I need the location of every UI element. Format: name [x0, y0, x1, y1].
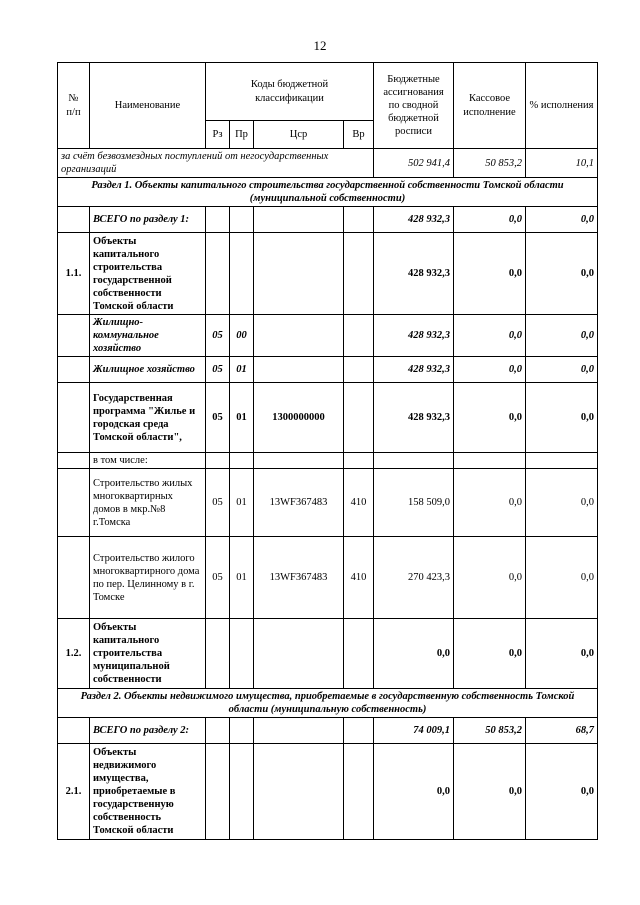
- row-vr: 410: [344, 469, 374, 537]
- row-name: Жилищно-коммунальное хозяйство: [90, 315, 206, 357]
- table-row: [58, 469, 598, 537]
- row-vr: 410: [344, 537, 374, 619]
- table-row: [58, 383, 598, 453]
- row-rz: 05: [206, 315, 230, 357]
- row-cash: 50 853,2: [454, 149, 526, 178]
- row-pr: 01: [230, 469, 254, 537]
- row-cash: 0,0: [454, 315, 526, 357]
- table-row: [58, 537, 598, 619]
- row-budget: 158 509,0: [374, 469, 454, 537]
- row-budget: 428 932,3: [374, 383, 454, 453]
- row-rz: [206, 233, 230, 315]
- row-csr: [254, 315, 344, 357]
- row-percent: 0,0: [526, 357, 598, 383]
- row-percent: 0,0: [526, 744, 598, 840]
- row-cash: 0,0: [454, 619, 526, 689]
- row-rz: 05: [206, 357, 230, 383]
- row-budget: 502 941,4: [374, 149, 454, 178]
- row-cash: 0,0: [454, 469, 526, 537]
- row-num: [58, 469, 90, 537]
- header-rz: Рз: [206, 121, 230, 149]
- row-csr: 1300000000: [254, 383, 344, 453]
- row-num: 1.1.: [58, 233, 90, 315]
- row-pr: [230, 453, 254, 469]
- row-percent: 0,0: [526, 383, 598, 453]
- row-vr: [344, 744, 374, 840]
- row-csr: [254, 453, 344, 469]
- row-rz: [206, 207, 230, 233]
- row-pr: [230, 233, 254, 315]
- row-vr: [344, 718, 374, 744]
- row-vr: [344, 315, 374, 357]
- row-csr: [254, 233, 344, 315]
- row-name: Жилищное хозяйство: [90, 357, 206, 383]
- row-percent: 0,0: [526, 233, 598, 315]
- row-vr: [344, 619, 374, 689]
- row-num: [58, 537, 90, 619]
- table-row: [58, 619, 598, 689]
- row-percent: 0,0: [526, 315, 598, 357]
- header-cash: Кассовое исполнение: [454, 63, 526, 149]
- row-csr: 13WF367483: [254, 537, 344, 619]
- row-budget: 0,0: [374, 744, 454, 840]
- row-pr: 00: [230, 315, 254, 357]
- table-row: [58, 718, 598, 744]
- table-row: [58, 453, 598, 469]
- row-num: 1.2.: [58, 619, 90, 689]
- header-percent: % исполнения: [526, 63, 598, 149]
- row-csr: 13WF367483: [254, 469, 344, 537]
- row-percent: 0,0: [526, 469, 598, 537]
- table-row: [58, 357, 598, 383]
- row-name: за счёт безвозмездных поступлений от негосударственных организаций: [58, 149, 374, 178]
- row-name: Строительство жилых многоквартирных домов в мкр.№8 г.Томска: [90, 469, 206, 537]
- header-codes: Коды бюджетной классификации: [206, 63, 374, 121]
- row-name: ВСЕГО по разделу 1:: [90, 207, 206, 233]
- budget-table: [57, 62, 598, 840]
- row-rz: [206, 718, 230, 744]
- row-name: Строительство жилого многоквартирного дома по пер. Целинному в г. Томске: [90, 537, 206, 619]
- row-cash: [454, 453, 526, 469]
- row-budget: 428 932,3: [374, 233, 454, 315]
- row-vr: [344, 207, 374, 233]
- row-percent: 0,0: [526, 207, 598, 233]
- table-row: [58, 233, 598, 315]
- section-title-row: [58, 689, 598, 718]
- row-csr: [254, 619, 344, 689]
- row-pr: 01: [230, 537, 254, 619]
- row-pr: 01: [230, 357, 254, 383]
- row-num: [58, 357, 90, 383]
- row-cash: 0,0: [454, 357, 526, 383]
- row-pr: [230, 619, 254, 689]
- row-csr: [254, 357, 344, 383]
- row-num: [58, 453, 90, 469]
- row-cash: 0,0: [454, 207, 526, 233]
- row-budget: 428 932,3: [374, 207, 454, 233]
- row-cash: 50 853,2: [454, 718, 526, 744]
- section-title-row: [58, 178, 598, 207]
- row-num: 2.1.: [58, 744, 90, 840]
- row-cash: 0,0: [454, 233, 526, 315]
- row-rz: [206, 744, 230, 840]
- row-csr: [254, 207, 344, 233]
- row-rz: 05: [206, 469, 230, 537]
- row-budget: 270 423,3: [374, 537, 454, 619]
- section-2-title: Раздел 2. Объекты недвижимого имущества, приобретаемые в государственную собственность Томской области (муниципальную собственность): [58, 689, 598, 718]
- header-row: [58, 63, 598, 121]
- row-num: [58, 718, 90, 744]
- row-rz: [206, 453, 230, 469]
- row-vr: [344, 357, 374, 383]
- table-row: [58, 207, 598, 233]
- row-cash: 0,0: [454, 537, 526, 619]
- row-num: [58, 207, 90, 233]
- row-budget: 0,0: [374, 619, 454, 689]
- table-row: [58, 315, 598, 357]
- row-rz: 05: [206, 383, 230, 453]
- row-budget: 74 009,1: [374, 718, 454, 744]
- row-pr: [230, 207, 254, 233]
- row-pr: [230, 744, 254, 840]
- table-row: [58, 149, 598, 178]
- row-cash: 0,0: [454, 383, 526, 453]
- row-percent: [526, 453, 598, 469]
- header-pr: Пр: [230, 121, 254, 149]
- row-name: Объекты капитального строительства муниципальной собственности: [90, 619, 206, 689]
- row-cash: 0,0: [454, 744, 526, 840]
- row-pr: [230, 718, 254, 744]
- row-vr: [344, 383, 374, 453]
- row-percent: 10,1: [526, 149, 598, 178]
- row-vr: [344, 453, 374, 469]
- row-num: [58, 315, 90, 357]
- row-name: Объекты капитального строительства государственной собственности Томской области: [90, 233, 206, 315]
- row-name: Объекты недвижимого имущества, приобретаемые в государственную собственность Томской области: [90, 744, 206, 840]
- row-percent: 0,0: [526, 619, 598, 689]
- row-csr: [254, 718, 344, 744]
- section-1-title: Раздел 1. Объекты капитального строительства государственной собственности Томской области (муниципальной собственности): [58, 178, 598, 207]
- row-csr: [254, 744, 344, 840]
- row-percent: 68,7: [526, 718, 598, 744]
- row-budget: 428 932,3: [374, 357, 454, 383]
- page-number: 12: [313, 38, 327, 53]
- table-row: [58, 744, 598, 840]
- row-name: в том числе:: [90, 453, 206, 469]
- row-budget: [374, 453, 454, 469]
- header-csr: Цср: [254, 121, 344, 149]
- row-vr: [344, 233, 374, 315]
- header-num: № п/п: [58, 63, 90, 149]
- header-name: Наименование: [90, 63, 206, 149]
- row-name: ВСЕГО по разделу 2:: [90, 718, 206, 744]
- row-budget: 428 932,3: [374, 315, 454, 357]
- row-rz: [206, 619, 230, 689]
- row-name: Государственная программа "Жилье и городская среда Томской области",: [90, 383, 206, 453]
- header-vr: Вр: [344, 121, 374, 149]
- row-rz: 05: [206, 537, 230, 619]
- row-num: [58, 383, 90, 453]
- row-pr: 01: [230, 383, 254, 453]
- row-percent: 0,0: [526, 537, 598, 619]
- header-budget: Бюджетные ассигнования по сводной бюджетной росписи: [374, 63, 454, 149]
